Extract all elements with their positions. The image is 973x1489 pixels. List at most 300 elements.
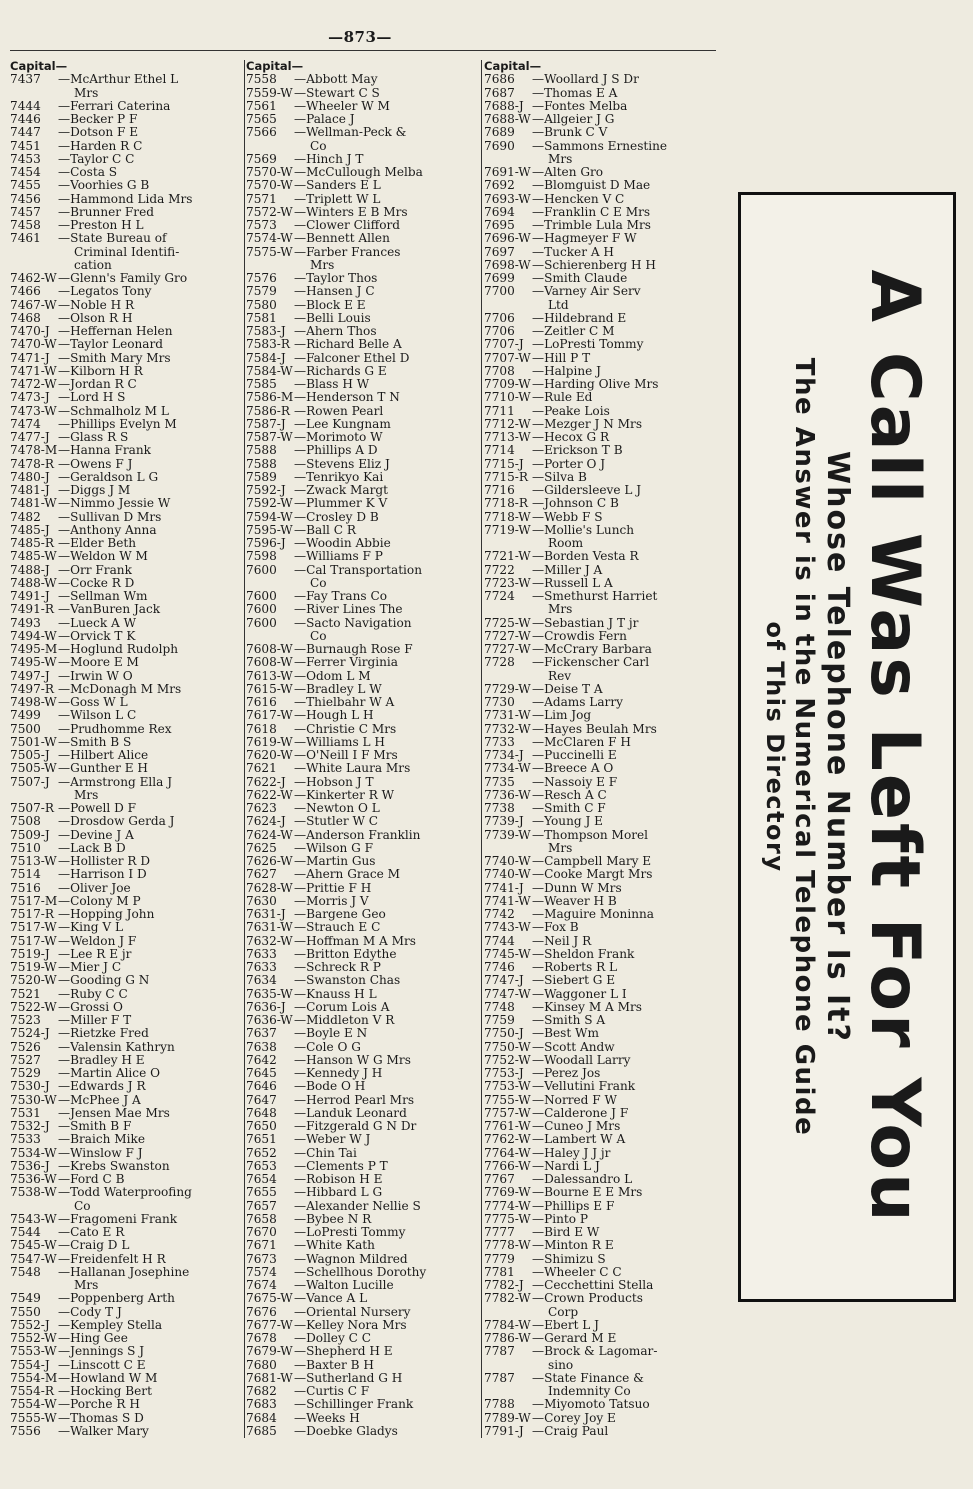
subscriber-name: —Ebert L J [532, 1317, 600, 1332]
phone-number: 7600 [246, 602, 277, 617]
listing-entry [10, 577, 242, 590]
listing-entry [246, 1226, 474, 1239]
phone-number: 7510 [10, 840, 41, 855]
listing-entry [246, 87, 474, 100]
listing-entry [10, 603, 242, 616]
phone-number: 7683 [246, 1397, 277, 1412]
phone-number: 7622-J [246, 774, 286, 789]
listing-entry [484, 974, 724, 987]
subscriber-name: —Nardi L J [532, 1158, 600, 1173]
subscriber-name-continuation: Corp [548, 1304, 579, 1319]
phone-number: 7517-R [10, 907, 54, 921]
subscriber-name: —Gunther E H [58, 761, 148, 776]
subscriber-name: —VanBuren Jack [58, 602, 161, 617]
phone-number: 7787 [484, 1370, 515, 1385]
phone-number: 7750-J [484, 1026, 524, 1041]
listing-entry [10, 550, 242, 563]
phone-number: 7470-J [10, 324, 50, 338]
subscriber-name: —Corey Joy E [532, 1410, 616, 1425]
listing-entry [10, 1425, 242, 1438]
listing-entry [246, 762, 474, 775]
subscriber-name: —Schellhous Dorothy [294, 1264, 427, 1279]
listing-entry [246, 749, 474, 762]
listing-entry [484, 1067, 724, 1080]
phone-number: 7581 [246, 310, 277, 325]
subscriber-name: —Clements P T [294, 1158, 388, 1173]
listing-entry [246, 935, 474, 948]
subscriber-name-continuation: Co [74, 1198, 91, 1213]
subscriber-name: —McPhee J A [58, 1092, 141, 1107]
listing-entry [484, 921, 724, 934]
phone-number: 7775-W [484, 1211, 531, 1226]
phone-number: 7462-W [10, 271, 57, 285]
phone-number: 7600 [246, 615, 277, 630]
subscriber-name: —Bode O H [294, 1079, 366, 1094]
subscriber-name: —Hanna Frank [58, 443, 151, 458]
phone-number: 7579 [246, 284, 277, 299]
column-header: Capital— [246, 59, 304, 73]
subscriber-name: —Landuk Leonard [294, 1105, 407, 1120]
subscriber-name: —Neil J R [532, 933, 592, 948]
listing-entry [484, 1425, 724, 1438]
subscriber-name: —Fragomeni Frank [58, 1211, 178, 1226]
subscriber-name: —Ferrer Virginia [294, 655, 398, 670]
listing-entry [246, 656, 474, 669]
subscriber-name: —Smith B F [58, 1119, 132, 1133]
listing-entry [246, 1319, 474, 1332]
listing-entry [246, 643, 474, 656]
listing-entry [246, 1054, 474, 1067]
listing-entry [10, 564, 242, 577]
listing-entry [10, 179, 242, 192]
subscriber-name: —State Finance & [532, 1370, 644, 1385]
phone-number: 7570-W [246, 165, 293, 179]
listing-entry [246, 603, 474, 616]
phone-number: 7571 [246, 191, 277, 206]
listing-entry [10, 1319, 242, 1332]
subscriber-name-continuation: Room [548, 536, 584, 550]
phone-number: 7592-J [246, 483, 286, 497]
phone-number: 7493 [10, 615, 41, 630]
listing-entry [10, 617, 242, 630]
phone-number: 7681-W [246, 1370, 293, 1385]
subscriber-name: —Deise T A [532, 681, 603, 696]
listing-entry [484, 246, 724, 259]
subscriber-name-continuation: Mrs [548, 602, 573, 617]
phone-number: 7481-J [10, 483, 50, 497]
phone-number: 7536-W [10, 1172, 57, 1186]
phone-number: 7530-J [10, 1079, 50, 1094]
listing-entry [10, 656, 242, 669]
subscriber-name: —Britton Edythe [294, 946, 397, 961]
column-header: Capital— [10, 59, 68, 73]
subscriber-name: —Minton R E [532, 1238, 614, 1253]
listing-entry [246, 868, 474, 881]
listing-entry [246, 802, 474, 815]
listing-entry [484, 868, 724, 881]
subscriber-name: —Harrison I D [58, 867, 147, 882]
phone-number: 7642 [246, 1052, 277, 1067]
phone-number: 7723-W [484, 575, 531, 590]
phone-number: 7633 [246, 946, 277, 961]
listing-entry [10, 1160, 242, 1173]
subscriber-name: —Kilborn H R [58, 363, 143, 378]
phone-number: 7617-W [246, 708, 293, 723]
subscriber-name: —Phillips Evelyn M [58, 416, 177, 431]
phone-number: 7699 [484, 271, 515, 285]
listing-entry [484, 1120, 724, 1133]
subscriber-name: —Schmalholz M L [58, 403, 169, 418]
subscriber-name: —Scott Andw [532, 1039, 615, 1054]
phone-number: 7488-W [10, 575, 57, 590]
phone-number: 7538-W [10, 1185, 57, 1200]
listing-entry [10, 299, 242, 312]
subscriber-name: —Edwards J R [58, 1079, 146, 1094]
phone-number: 7741-W [484, 893, 531, 908]
listing-entry [484, 232, 724, 245]
listing-entry [484, 418, 724, 431]
subscriber-name: —Belli Louis [294, 310, 371, 325]
phone-number: 7580 [246, 297, 277, 312]
subscriber-name: —Dolley C C [294, 1331, 371, 1345]
phone-number: 7474 [10, 416, 41, 431]
listing-entry [246, 471, 474, 484]
listing-entry [484, 312, 724, 325]
listing-entry [484, 1332, 724, 1345]
listing-entry [246, 193, 474, 206]
phone-number: 7482 [10, 509, 41, 524]
subscriber-name: —Crowdis Fern [532, 628, 627, 643]
phone-number: 7499 [10, 708, 41, 723]
listing-entry [484, 656, 724, 669]
phone-number: 7488-J [10, 562, 50, 577]
subscriber-name-continuation: sino [548, 1357, 574, 1372]
phone-number: 7700 [484, 284, 515, 299]
phone-number: 7709-W [484, 377, 531, 391]
listing-entry [246, 1279, 474, 1292]
subscriber-name: —Johnson C B [532, 496, 619, 511]
phone-number: 7718-R [484, 496, 528, 511]
subscriber-name: —Herrod Pearl Mrs [294, 1092, 415, 1107]
subscriber-name: —Trimble Lula Mrs [532, 218, 652, 232]
phone-number: 7624-J [246, 814, 286, 829]
listing-entry [484, 458, 724, 471]
column-divider [244, 60, 245, 1438]
listing-entry [484, 1147, 724, 1160]
subscriber-name: —Campbell Mary E [532, 854, 652, 868]
listing-entry [10, 1173, 242, 1186]
phone-number: 7533 [10, 1132, 41, 1147]
subscriber-name: —Irwin W O [58, 668, 133, 683]
listing-entry [10, 1001, 242, 1014]
subscriber-name-continuation: Criminal Identifi- [74, 244, 180, 259]
subscriber-name: —Schillinger Frank [294, 1397, 414, 1412]
phone-number: 7532-J [10, 1119, 50, 1133]
subscriber-name: —Russell L A [532, 575, 613, 590]
phone-number: 7517-W [10, 933, 57, 948]
phone-number: 7706 [484, 324, 515, 338]
subscriber-name: —Weaver H B [532, 893, 617, 908]
subscriber-name: —Siebert G E [532, 973, 616, 988]
subscriber-name: —Smith S A [532, 1013, 606, 1027]
listing-entry [10, 1292, 242, 1305]
phone-number: 7548 [10, 1264, 41, 1279]
phone-number: 7584-W [246, 363, 293, 378]
subscriber-name: —Grossi O [58, 999, 123, 1014]
subscriber-name: —Lee Kungnam [294, 416, 391, 431]
subscriber-name: —Sellman Wm [58, 589, 148, 603]
subscriber-name: —Crown Products [532, 1291, 643, 1306]
subscriber-name: —Wheeler C C [532, 1264, 622, 1279]
phone-number: 7713-W [484, 430, 531, 444]
phone-number: 7648 [246, 1105, 277, 1120]
listing-entry [246, 285, 474, 298]
phone-number: 7481-W [10, 496, 57, 511]
phone-number: 7727-W [484, 642, 531, 656]
subscriber-name: —Wilson G F [294, 840, 374, 855]
phone-number: 7719-W [484, 522, 531, 537]
phone-number: 7710-W [484, 390, 531, 405]
listing-entry [246, 1306, 474, 1319]
phone-number: 7671 [246, 1238, 277, 1253]
directory-column-3 [484, 60, 724, 1438]
subscriber-name: —Shimizu S [532, 1251, 606, 1266]
subscriber-name: —Stutler W C [294, 814, 379, 829]
subscriber-name: —Haley J J jr [532, 1145, 611, 1160]
column-header: Capital— [484, 59, 542, 73]
subscriber-name: —Vance A L [294, 1291, 368, 1306]
phone-number: 7730 [484, 695, 515, 709]
subscriber-name: —Sheldon Frank [532, 946, 635, 961]
subscriber-name: —Kempley Stella [58, 1317, 163, 1332]
subscriber-name: —O'Neill I F Mrs [294, 748, 398, 762]
subscriber-name: —Hildebrand E [532, 310, 627, 325]
listing-entry [246, 272, 474, 285]
subscriber-name: —Hopping John [58, 907, 155, 921]
subscriber-name: —Dunn W Mrs [532, 880, 622, 895]
subscriber-name: —Hecox G R [532, 430, 610, 444]
listing-entry [10, 1067, 242, 1080]
listing-entry [246, 444, 474, 457]
listing-entry [10, 908, 242, 921]
listing-entry [10, 484, 242, 497]
phone-number: 7596-J [246, 536, 286, 550]
subscriber-name: —Hencken V C [532, 191, 625, 206]
phone-number: 7675-W [246, 1291, 293, 1306]
phone-number: 7652 [246, 1145, 277, 1160]
subscriber-name: —Middleton V R [294, 1013, 395, 1027]
subscriber-name: —Mezger J N Mrs [532, 416, 643, 431]
listing-entry [246, 550, 474, 563]
subscriber-name: —Todd Waterproofing [58, 1185, 192, 1200]
listing-entry [246, 537, 474, 550]
phone-number: 7779 [484, 1251, 515, 1266]
subscriber-name: —Breece A O [532, 761, 614, 776]
listing-entry [10, 444, 242, 457]
phone-number: 7524-J [10, 1026, 50, 1041]
phone-number: 7695 [484, 218, 515, 232]
listing-entry [246, 338, 474, 351]
subscriber-name: —McClaren F H [532, 734, 631, 749]
listing-entry [246, 365, 474, 378]
subscriber-name: —Gildersleeve L J [532, 483, 642, 497]
phone-number: 7627 [246, 867, 277, 882]
subscriber-name: —Smith Claude [532, 271, 628, 285]
phone-number: 7691-W [484, 165, 531, 179]
phone-number: 7658 [246, 1211, 277, 1226]
listing-entry [10, 219, 242, 232]
phone-number: 7491-R [10, 602, 54, 617]
subscriber-name: —Farber Frances [294, 244, 401, 259]
listing-entry [10, 1054, 242, 1067]
phone-number: 7554-J [10, 1357, 50, 1372]
phone-number: 7670 [246, 1225, 277, 1239]
listing-entry [246, 1292, 474, 1305]
phone-number: 7738 [484, 801, 515, 815]
subscriber-name: —Thielbahr W A [294, 695, 395, 709]
subscriber-name: —Baxter B H [294, 1357, 374, 1372]
phone-number: 7545-W [10, 1238, 57, 1253]
listing-entry [484, 1319, 724, 1332]
listing-entry [246, 126, 474, 139]
phone-number: 7495-W [10, 655, 57, 670]
listing-entry [484, 325, 724, 338]
listing-entry [246, 1027, 474, 1040]
subscriber-name-continuation: Co [310, 575, 327, 590]
subscriber-name: —Roberts R L [532, 960, 618, 974]
subscriber-name: —Harding Olive Mrs [532, 377, 659, 391]
subscriber-name: —Thomas E A [532, 85, 618, 100]
subscriber-name: —Cody T J [58, 1304, 122, 1319]
subscriber-name: —Doebke Gladys [294, 1423, 398, 1438]
listing-entry [484, 1226, 724, 1239]
subscriber-name: —White Kath [294, 1238, 375, 1253]
listing-entry [10, 1014, 242, 1027]
subscriber-name: —Clower Clifford [294, 218, 401, 232]
phone-number: 7635-W [246, 986, 293, 1001]
phone-number: 7456 [10, 191, 41, 206]
listing-entry [10, 166, 242, 179]
phone-number: 7554-M [10, 1370, 58, 1385]
listing-entry [246, 1372, 474, 1385]
listing-entry [484, 484, 724, 497]
subscriber-name: —Winters E B Mrs [294, 204, 408, 219]
subscriber-name: —Walton Lucille [294, 1278, 394, 1292]
listing-entry [484, 696, 724, 709]
phone-number: 7636-W [246, 1013, 293, 1027]
listing-entry [484, 1041, 724, 1054]
listing-entry [246, 1239, 474, 1252]
subscriber-name: —Falconer Ethel D [294, 350, 410, 365]
phone-number: 7774-W [484, 1198, 531, 1213]
subscriber-name: —Ahern Thos [294, 324, 377, 338]
phone-number: 7630 [246, 893, 277, 908]
listing-entry [10, 153, 242, 166]
subscriber-name: —Vellutini Frank [532, 1079, 636, 1094]
subscriber-name: —Christie C Mrs [294, 721, 397, 736]
subscriber-name: —Boyle E N [294, 1026, 368, 1041]
subscriber-name: —Kinsey M A Mrs [532, 999, 643, 1014]
phone-number: 7517-W [10, 920, 57, 935]
subscriber-name: —Glenn's Family Gro [58, 271, 188, 285]
subscriber-name: —Oriental Nursery [294, 1304, 411, 1319]
listing-entry [484, 471, 724, 484]
listing-entry [484, 736, 724, 749]
phone-number: 7625 [246, 840, 277, 855]
subscriber-name: —Oliver Joe [58, 880, 131, 895]
phone-number: 7547-W [10, 1251, 57, 1266]
subscriber-name: —Hansen J C [294, 284, 375, 299]
listing-entry [246, 855, 474, 868]
phone-number: 7552-W [10, 1331, 57, 1345]
phone-number: 7527 [10, 1052, 41, 1067]
listing-entry [246, 1359, 474, 1372]
listing-entry [484, 497, 724, 510]
subscriber-name: —Erickson T B [532, 443, 623, 458]
phone-number: 7531 [10, 1105, 41, 1120]
phone-number: 7714 [484, 443, 515, 458]
subscriber-name: —Jennings S J [58, 1344, 145, 1359]
listing-entry [246, 908, 474, 921]
subscriber-name: —Triplett W L [294, 191, 381, 206]
subscriber-name: —Jensen Mae Mrs [58, 1105, 170, 1120]
subscriber-name: —Smith B S [58, 734, 132, 749]
subscriber-name: —Bennett Allen [294, 231, 390, 246]
listing-entry [246, 511, 474, 524]
phone-number: 7598 [246, 549, 277, 564]
phone-number: 7761-W [484, 1119, 531, 1133]
subscriber-name: —Orvick T K [58, 628, 136, 643]
phone-number: 7536-J [10, 1158, 50, 1173]
listing-entry [484, 259, 724, 272]
phone-number: 7588 [246, 443, 277, 458]
subscriber-name: —River Lines The [294, 602, 403, 617]
subscriber-name: —Rowen Pearl [294, 403, 384, 418]
phone-number: 7712-W [484, 416, 531, 431]
phone-number: 7570-W [246, 178, 293, 193]
subscriber-name: —Weldon W M [58, 549, 148, 564]
listing-entry [10, 776, 242, 789]
subscriber-name: —Moore E M [58, 655, 139, 670]
phone-number: 7742 [484, 907, 515, 921]
listing-entry [246, 670, 474, 683]
subscriber-name: —Craig D L [58, 1238, 130, 1253]
phone-number: 7505-W [10, 761, 57, 776]
subscriber-name: —McCrary Barbara [532, 642, 652, 656]
listing-entry [246, 1266, 474, 1279]
listing-entry [484, 1345, 724, 1358]
phone-number: 7757-W [484, 1105, 531, 1120]
phone-number: 7740-W [484, 854, 531, 868]
subscriber-name-continuation: Mrs [548, 840, 573, 855]
phone-number: 7516 [10, 880, 41, 895]
subscriber-name: —Sanders E L [294, 178, 381, 193]
subscriber-name: —Porter O J [532, 456, 606, 471]
phone-number: 7586-R [246, 403, 290, 418]
subscriber-name: —Thomas S D [58, 1410, 144, 1425]
subscriber-name: —Kinkerter R W [294, 787, 395, 802]
phone-number: 7781 [484, 1264, 515, 1279]
listing-entry [10, 670, 242, 683]
subscriber-name: —Dotson F E [58, 125, 139, 140]
phone-number: 7478-M [10, 443, 58, 458]
listing-entry [246, 352, 474, 365]
listing-entry [246, 113, 474, 126]
phone-number: 7677-W [246, 1317, 293, 1332]
phone-number: 7559-W [246, 85, 293, 100]
listing-entry [10, 762, 242, 775]
listing-entry [10, 325, 242, 338]
